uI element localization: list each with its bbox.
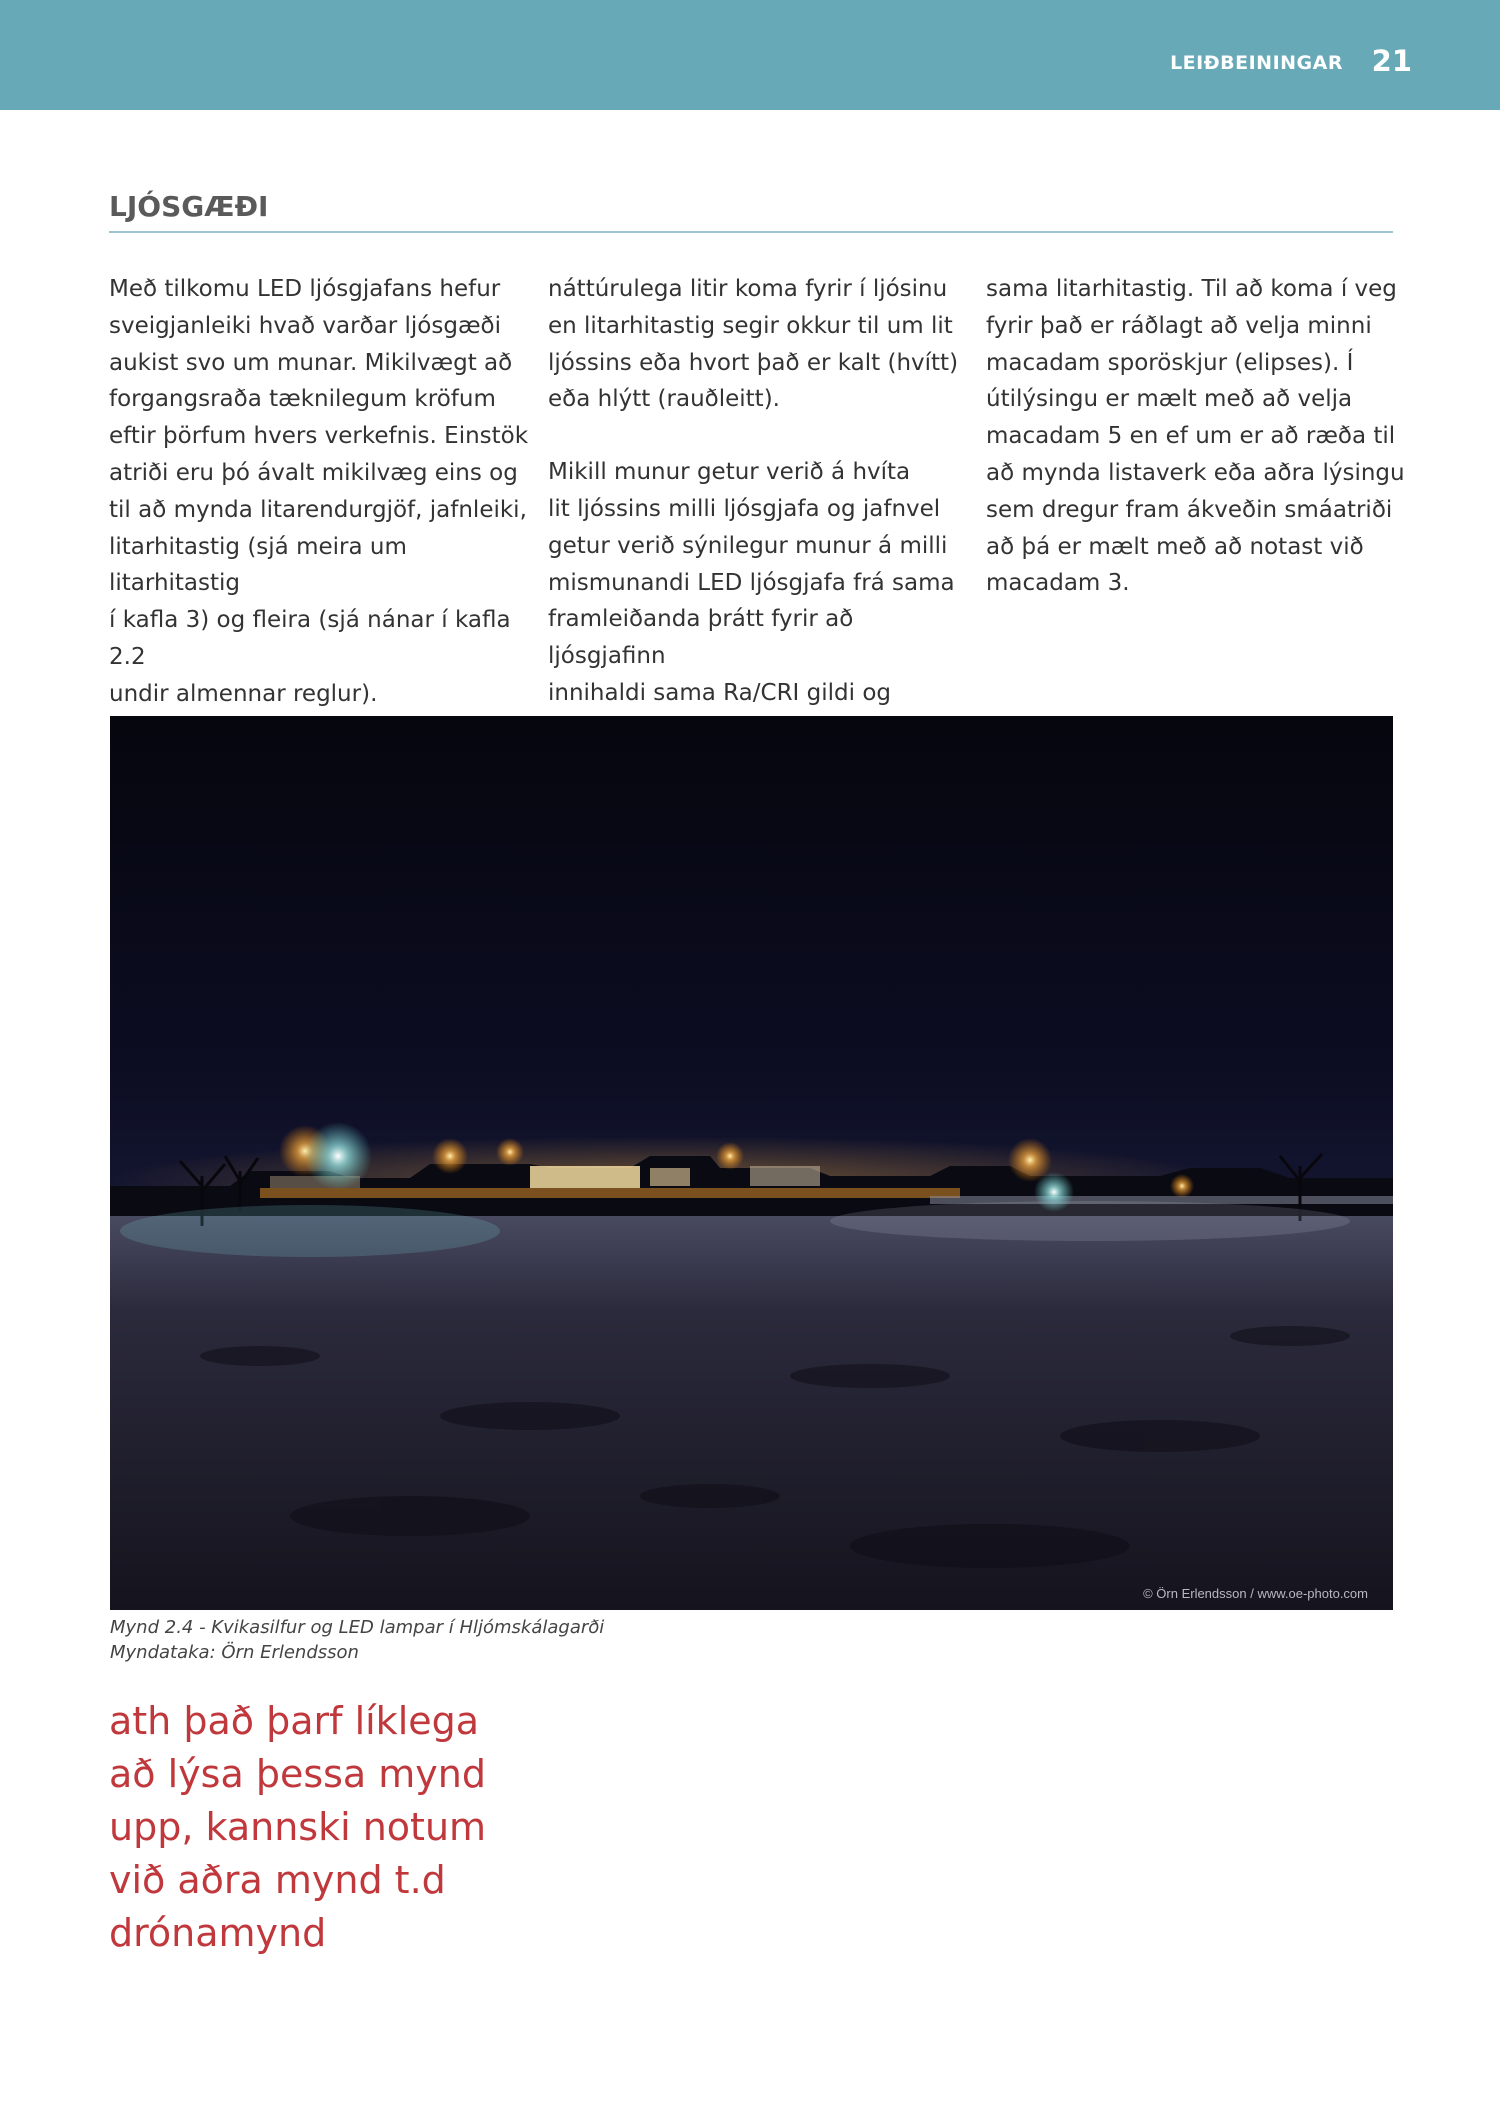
paragraph: sama litarhitastig. Til að koma í veg fyrir það er ráðlagt að velja minni macadam sporöskjur (elipses). Í útilýsingu er mælt með að velja macadam 5 en ef um er að ræða til að mynda listaverk eða aðra lýsingu sem dregur fram ákveðin smáatriði að þá er mælt með að notast við macadam 3. <box>986 276 1405 597</box>
caption-line: Mynd 2.4 - Kvikasilfur og LED lampar í Hljómskálagarði <box>110 1617 605 1638</box>
night-park-photo <box>110 716 1393 1610</box>
header-band <box>0 0 1500 110</box>
text-column-3 <box>986 271 1406 602</box>
paragraph: Með tilkomu LED ljósgjafans hefur sveigjanleiki hvað varðar ljósgæði aukist svo um munar. Mikilvægt að forgangsraða tæknilegum kröfum eftir þörfum hvers verkefnis. Einstök atriði eru þó ávalt mikilvæg eins og til að mynda litarendurgjöf, jafnleiki, litarhitastig (sjá meira um litarhitastig í kafla 3) og fleira (sjá nánar í kafla 2.2 undir almennar reglur). <box>109 276 529 707</box>
editor-note <box>109 1695 529 1960</box>
note-line: upp, kannski notum <box>109 1805 487 1849</box>
photo-caption <box>110 1615 604 1665</box>
photo-illustration <box>110 716 1393 1610</box>
note-line: ath það þarf líklega <box>109 1699 480 1743</box>
text-column-2 <box>548 271 968 712</box>
page-number: 21 <box>1371 44 1412 78</box>
section-title: LJÓSGÆÐI <box>109 190 269 223</box>
header-section-label: LEIÐBEININGAR <box>1170 52 1343 74</box>
text-column-1 <box>109 271 529 786</box>
paragraph: náttúrulega litir koma fyrir í ljósinu en litarhitastig segir okkur til um lit ljóssins eða hvort það er kalt (hvítt) eða hlýtt (rauðleitt). <box>548 276 959 413</box>
paragraph: Mikill munur getur verið á hvíta lit ljóssins milli ljósgjafa og jafnvel getur verið sýnilegur munur á milli mismunandi LED ljósgjafa frá sama framleiðanda þrátt fyrir að ljósgjafinn innihaldi sama Ra/CRI gildi og <box>548 459 955 706</box>
note-line: drónamynd <box>109 1911 327 1955</box>
photo-credit: © Örn Erlendsson / www.oe-photo.com <box>1143 1586 1368 1601</box>
caption-line: Myndataka: Örn Erlendsson <box>110 1642 359 1663</box>
note-line: að lýsa þessa mynd <box>109 1752 486 1796</box>
note-line: við aðra mynd t.d <box>109 1858 446 1902</box>
title-divider <box>109 231 1393 233</box>
